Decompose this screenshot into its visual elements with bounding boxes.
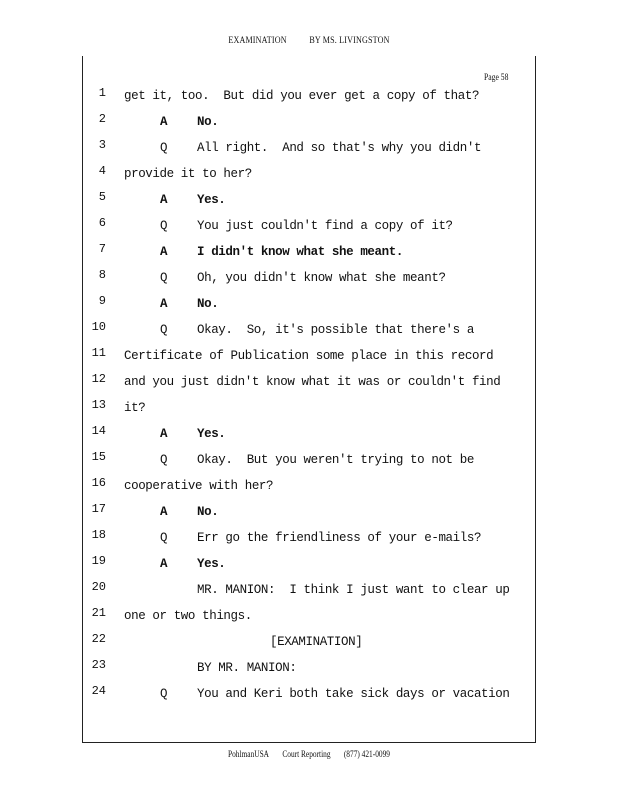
speaker-label: A (160, 297, 168, 311)
line-text: Certificate of Publication some place in this record (124, 349, 494, 363)
line-number: 8 (98, 268, 106, 282)
transcript-line (0, 476, 618, 502)
line-number: 7 (98, 242, 106, 256)
line-number: 10 (91, 320, 106, 334)
line-number: 16 (91, 476, 106, 490)
speaker-label: Q (160, 453, 168, 467)
transcript-line (0, 632, 618, 658)
speaker-label: Q (160, 687, 168, 701)
line-text: Yes. (197, 557, 226, 571)
transcript-line (0, 528, 618, 554)
speaker-label: Q (160, 531, 168, 545)
line-text: cooperative with her? (124, 479, 274, 493)
transcript-line (0, 606, 618, 632)
line-text: Yes. (197, 427, 226, 441)
transcript-line (0, 398, 618, 424)
line-number: 23 (91, 658, 106, 672)
transcript-line (0, 138, 618, 164)
line-number: 11 (91, 346, 106, 360)
footer-phone: (877) 421-0099 (343, 749, 390, 759)
footer-company: PohlmanUSA (228, 749, 270, 759)
header-examination: EXAMINATION (228, 36, 287, 46)
line-text: Oh, you didn't know what she meant? (197, 271, 446, 285)
transcript-line (0, 294, 618, 320)
speaker-label: A (160, 505, 168, 519)
line-number: 15 (91, 450, 106, 464)
line-number: 20 (91, 580, 106, 594)
line-text: provide it to her? (124, 167, 252, 181)
transcript-line (0, 216, 618, 242)
speaker-label: A (160, 557, 168, 571)
line-number: 9 (98, 294, 106, 308)
line-number: 18 (91, 528, 106, 542)
line-text: You just couldn't find a copy of it? (197, 219, 453, 233)
line-text: Err go the friendliness of your e-mails? (197, 531, 482, 545)
transcript-line (0, 554, 618, 580)
line-text: No. (197, 115, 219, 129)
transcript-line (0, 424, 618, 450)
line-number: 12 (91, 372, 106, 386)
speaker-label: Q (160, 141, 168, 155)
line-number: 3 (98, 138, 106, 152)
transcript-line (0, 164, 618, 190)
page-header (46, 36, 571, 46)
line-text: get it, too. But did you ever get a copy of that? (124, 89, 480, 103)
speaker-label: A (160, 193, 168, 207)
speaker-label: A (160, 427, 168, 441)
transcript-line (0, 372, 618, 398)
line-text: BY MR. MANION: (197, 661, 297, 675)
line-number: 24 (91, 684, 106, 698)
transcript-line (0, 684, 618, 710)
line-text: I didn't know what she meant. (197, 245, 403, 259)
transcript-line (0, 502, 618, 528)
line-number: 17 (91, 502, 106, 516)
line-number: 21 (91, 606, 106, 620)
transcript-line (0, 580, 618, 606)
transcript-line (0, 450, 618, 476)
line-text: Okay. But you weren't trying to not be (197, 453, 474, 467)
line-number: 6 (98, 216, 106, 230)
speaker-label: Q (160, 323, 168, 337)
line-text: MR. MANION: I think I just want to clear up (197, 583, 510, 597)
page-number: Page 58 (484, 72, 509, 82)
speaker-label: Q (160, 271, 168, 285)
line-number: 19 (91, 554, 106, 568)
header-examiner: BY MS. LIVINGSTON (309, 36, 390, 46)
line-text: one or two things. (124, 609, 252, 623)
line-number: 1 (98, 86, 106, 100)
line-number: 4 (98, 164, 106, 178)
transcript-line (0, 346, 618, 372)
speaker-label: A (160, 115, 168, 129)
transcript-line (0, 268, 618, 294)
transcript-line (0, 86, 618, 112)
transcript-line (0, 112, 618, 138)
speaker-label: Q (160, 219, 168, 233)
line-number: 14 (91, 424, 106, 438)
line-text: No. (197, 505, 219, 519)
speaker-label: A (160, 245, 168, 259)
line-text: Okay. So, it's possible that there's a (197, 323, 474, 337)
transcript-line (0, 320, 618, 346)
line-text: All right. And so that's why you didn't (197, 141, 482, 155)
transcript-line (0, 242, 618, 268)
line-number: 13 (91, 398, 106, 412)
transcript-line (0, 658, 618, 684)
page-footer (56, 749, 563, 759)
line-text: No. (197, 297, 219, 311)
line-number: 22 (91, 632, 106, 646)
transcript-line (0, 190, 618, 216)
line-number: 5 (98, 190, 106, 204)
line-text: You and Keri both take sick days or vacation (197, 687, 510, 701)
line-text: and you just didn't know what it was or couldn't find (124, 375, 501, 389)
line-text: [EXAMINATION] (270, 635, 363, 649)
line-text: Yes. (197, 193, 226, 207)
line-number: 2 (98, 112, 106, 126)
line-text: it? (124, 401, 146, 415)
footer-service: Court Reporting (282, 749, 331, 759)
